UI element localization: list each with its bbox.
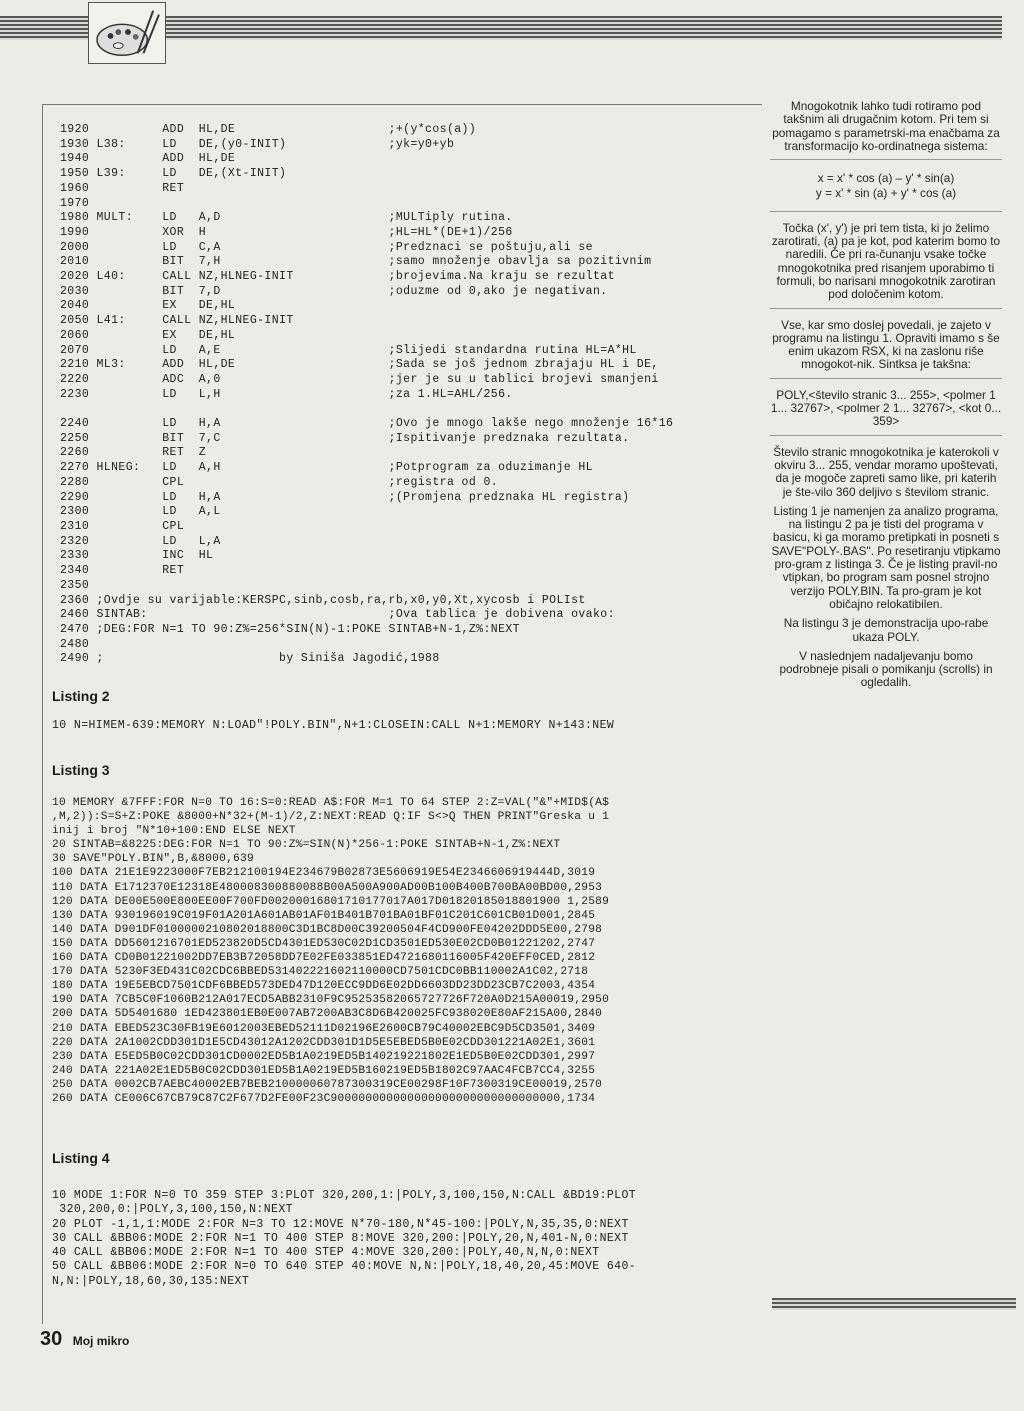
rotation-formula-x: x = x' * cos (a) – y' * sin(a) xyxy=(817,171,955,186)
poly-syntax: POLY,<število stranic 3... 255>, <polmer 1 1... 32767>, <polmer 2 1... 32767>, <kot 0... 359> xyxy=(770,387,1002,429)
sidebar-divider xyxy=(770,435,1002,436)
listing-1-code: 1920 ADD HL,DE ;+(y*cos(a)) 1930 L38: LD DE,(y0-INIT) ;yk=y0+yb 1940 ADD HL,DE 1950 L39: LD DE,(Xt-INIT) 1960 RET 1970 1980 MULT: LD A,D ;MULTiply rutina. 1990 XOR H ;HL=HL*(DE+1)/256 2000 LD C,A ;Predznaci se poštuju,ali se 2010 BIT 7,H ;samo množenje obavlja sa pozitivnim 2020 L40: CALL NZ,HLNEG-INIT ;brojevima.Na kraju se rezultat 2030 BIT 7,D ;oduzme od 0,ako je negativan. 2040 EX DE,HL 2050 L41: CALL NZ,HLNEG-INIT 2060 EX DE,HL 2070 LD A,E ;Slijedi standardna rutina HL=A*HL 2210 ML3: ADD HL,DE ;Sada se još jednom zbrajaju HL i DE, 2220 ADC A,0 ;jer je su u tablici brojevi smanjeni 2230 LD L,H ;za 1.HL=AHL/256. 2240 LD H,A ;Ovo je mnogo lakše nego množenje 16*16 2250 BIT 7,C ;Ispitivanje predznaka rezultata. 2260 RET Z 2270 HLNEG: LD A,H ;Potprogram za oduzimanje HL 2280 CPL ;registra od 0. 2290 LD H,A ;(Promjena predznaka HL registra) 2300 LD A,L 2310 CPL 2320 LD L,A 2330 INC HL 2340 RET 2350 2360 ;Ovdje su varijable:KERSPC,sinb,cosb,ra,rb,x0,y0,Xt,xycosb i POLIst 2460 SINTAB: ;Ova tablica je dobivena ovako: 2470 ;DEG:FOR N=1 TO 90:Z%=256*SIN(N)-1:POKE SINTAB+N-1,Z%:NEXT 2480 2490 ; by Siniša Jagodić,1988 xyxy=(60,123,674,666)
sidebar-paragraph: Na listingu 3 je demonstracija upo-rabe ukaza POLY. xyxy=(783,616,989,644)
sidebar-paragraph: Število stranic mnogokotnika je katerokoli v okviru 3... 255, vendar moramo upoštevati, da je mogoče zapreti samo like, pri katerih je šte-vilo 360 deljivo s številom stranic. xyxy=(773,444,999,499)
sidebar-divider xyxy=(770,308,1002,309)
listing-3-heading: Listing 3 xyxy=(52,762,110,778)
sidebar-paragraph: Vse, kar smo doslej povedali, je zajeto v programu na listingu 1. Opraviti imamo s še enim ukazom RSX, ki na zaslonu riše mnogokot-nik. Sintksa je takšna: xyxy=(772,317,1000,372)
sidebar-article xyxy=(770,100,1002,696)
page-footer xyxy=(40,1328,129,1351)
listing-2-code: 10 N=HIMEM-639:MEMORY N:LOAD"!POLY.BIN",N+1:CLOSEIN:CALL N+1:MEMORY N+143:NEW xyxy=(52,719,615,732)
footer-stripe-bar xyxy=(772,1298,1016,1310)
sidebar-paragraph: Točka (x', y') je pri tem tista, ki jo želimo zarotirati, (a) pa je kot, pod katerim bomo to naredili. Če pri ra-čunanju vsake točke mnogokotnika pred risanjem uporabimo ti formuli, bo narisani mnogokotnik zarotiran pod določenim kotom. xyxy=(771,220,1001,302)
sidebar-paragraph: Listing 1 je namenjen za analizo programa, na listingu 2 pa je tisti del programa v basicu, ki ga moramo pretipkati in posneti s SAVE"POLY-.BAS". Po resetiranju vtipkamo pro-gram z listinga 3. Če je listing pravil-no vtipkan, bo program sam posnel strojno verzijo POLY.BIN. Ta pro-gram je kot običajno relokatibilen. xyxy=(771,503,1001,611)
magazine-name: Moj mikro xyxy=(72,1334,130,1348)
listing-4-code: 10 MODE 1:FOR N=0 TO 359 STEP 3:PLOT 320,200,1:|POLY,3,100,150,N:CALL &BD19:PLOT 320,200,0:|POLY,3,100,150,N:NEXT 20 PLOT -1,1,1:MODE 2:FOR N=3 TO 12:MOVE N*70-180,N*45-100:|POLY,N,35,35,0:NEXT 30 CALL &BB06:MODE 2:FOR N=1 TO 400 STEP 8:MOVE 320,200:|POLY,20,N,401-N,0:NEXT 40 CALL &BB06:MODE 2:FOR N=1 TO 400 STEP 4:MOVE 320,200:|POLY,40,N,N,0:NEXT 50 CALL &BB06:MODE 2:FOR N=0 TO 640 STEP 40:MOVE N,N:|POLY,18,40,20,45:MOVE 640- N,N:|POLY,18,60,30,135:NEXT xyxy=(52,1189,637,1288)
listing-3-code: 10 MEMORY &7FFF:FOR N=0 TO 16:S=0:READ A$:FOR M=1 TO 64 STEP 2:Z=VAL("&"+MID$(A$ ,M,2)):S=S+Z:POKE &8000+N*32+(M-1)/2,Z:NEXT:READ Q:IF S<>Q THEN PRINT"Greska u 1 inij i broj "N*10+100:END ELSE NEXT 20 SINTAB=&8225:DEG:FOR N=1 TO 90:Z%=SIN(N)*256-1:POKE SINTAB+N-1,Z%:NEXT 30 SAVE"POLY.BIN",B,&8000,639 100 DATA 21E1E9223000F7EB212100194E234679B02873E5606919E54E2346606919444D,3019 110 DATA E1712370E12318E480008300880088B00A500A900AD00B100B400B700BA00BD00,2953 120 DATA DE00E500E800EE00F700FD00200016801710177017A017D01820185018801900 1,2589 130 DATA 930196019C019F01A201A601AB01AF01B401B701BA01BF01C201C601CB01D001,2845 140 DATA D901DF0100000210802018800C3D1BC8D00C39200504F4CD900FE04202DDD5E00,2798 150 DATA DD5601216701ED523820D5CD4301ED530C02D1CD3501ED530E02CD0B01221202,2747 160 DATA CD0B01221002DD7EB3B72058DD7E02FE033851ED4721680116005F420EFF0CED,2812 170 DATA 5230F3ED431C02CDC6BBED531402221602110000CD7501CDC0BB110002A1C02,2718 180 DATA 19E5EBCD7501CDF6BBED573DED47D120ECC9DD6E02DD6603DD23DD23CB7C2003,4354 190 DATA 7CB5C0F1060B212A017ECD5ABB2310F9C95253582065727726F720A0D215A00019,2950 200 DATA 5D5401680 1ED423801EB0E007AB7200AB3C8D6B420025FC938020E80AF215A00,2840 210 DATA EBED523C30FB19E6012003EBED52111D02196E2600CB79C40002EBC9D5CD3501,3409 220 DATA 2A1002CDD301D1E5CD43012A1202CDD301D1D5E5EBED5B0E02CDD301221A02E1,3601 230 DATA E5ED5B0C02CDD301CD0002ED5B1A0219ED5B140219221802E1ED5B0E02CDD301,2997 240 DATA 221A02E1ED5B0C02CDD301ED5B1A0219ED5B160219ED5B1802C97AAC4FCB7CC4,3255 250 DATA 0002CB7AEBC40002EB7BEB210000060787300319CE00298F10F7300319CE00019,2570 260 DATA CE006C67CB79C87C2F677D2FE00F23C900000000000000000000000000000000,1734 xyxy=(52,797,610,1105)
sidebar-paragraph: V naslednjem nadaljevanju bomo podrobneje pisali o pomikanju (scrolls) in ogledalih. xyxy=(779,648,993,690)
page-number: 30 xyxy=(40,1328,63,1350)
palette-logo-icon xyxy=(88,2,166,64)
listing-2-heading: Listing 2 xyxy=(52,688,110,704)
listing-4-heading: Listing 4 xyxy=(52,1150,110,1166)
sidebar-divider xyxy=(770,211,1002,212)
sidebar-divider xyxy=(770,159,1002,160)
sidebar-paragraph: Mnogokotnik lahko tudi rotiramo pod takšnim ali drugačnim kotom. Pri tem si pomagamo s parametrski-ma enačbama za transformacijo ko-ordinatnega sistema: xyxy=(772,99,1000,153)
rotation-formula-y: y = x' * sin (a) + y' * cos (a) xyxy=(815,186,957,201)
sidebar-divider xyxy=(770,378,1002,379)
